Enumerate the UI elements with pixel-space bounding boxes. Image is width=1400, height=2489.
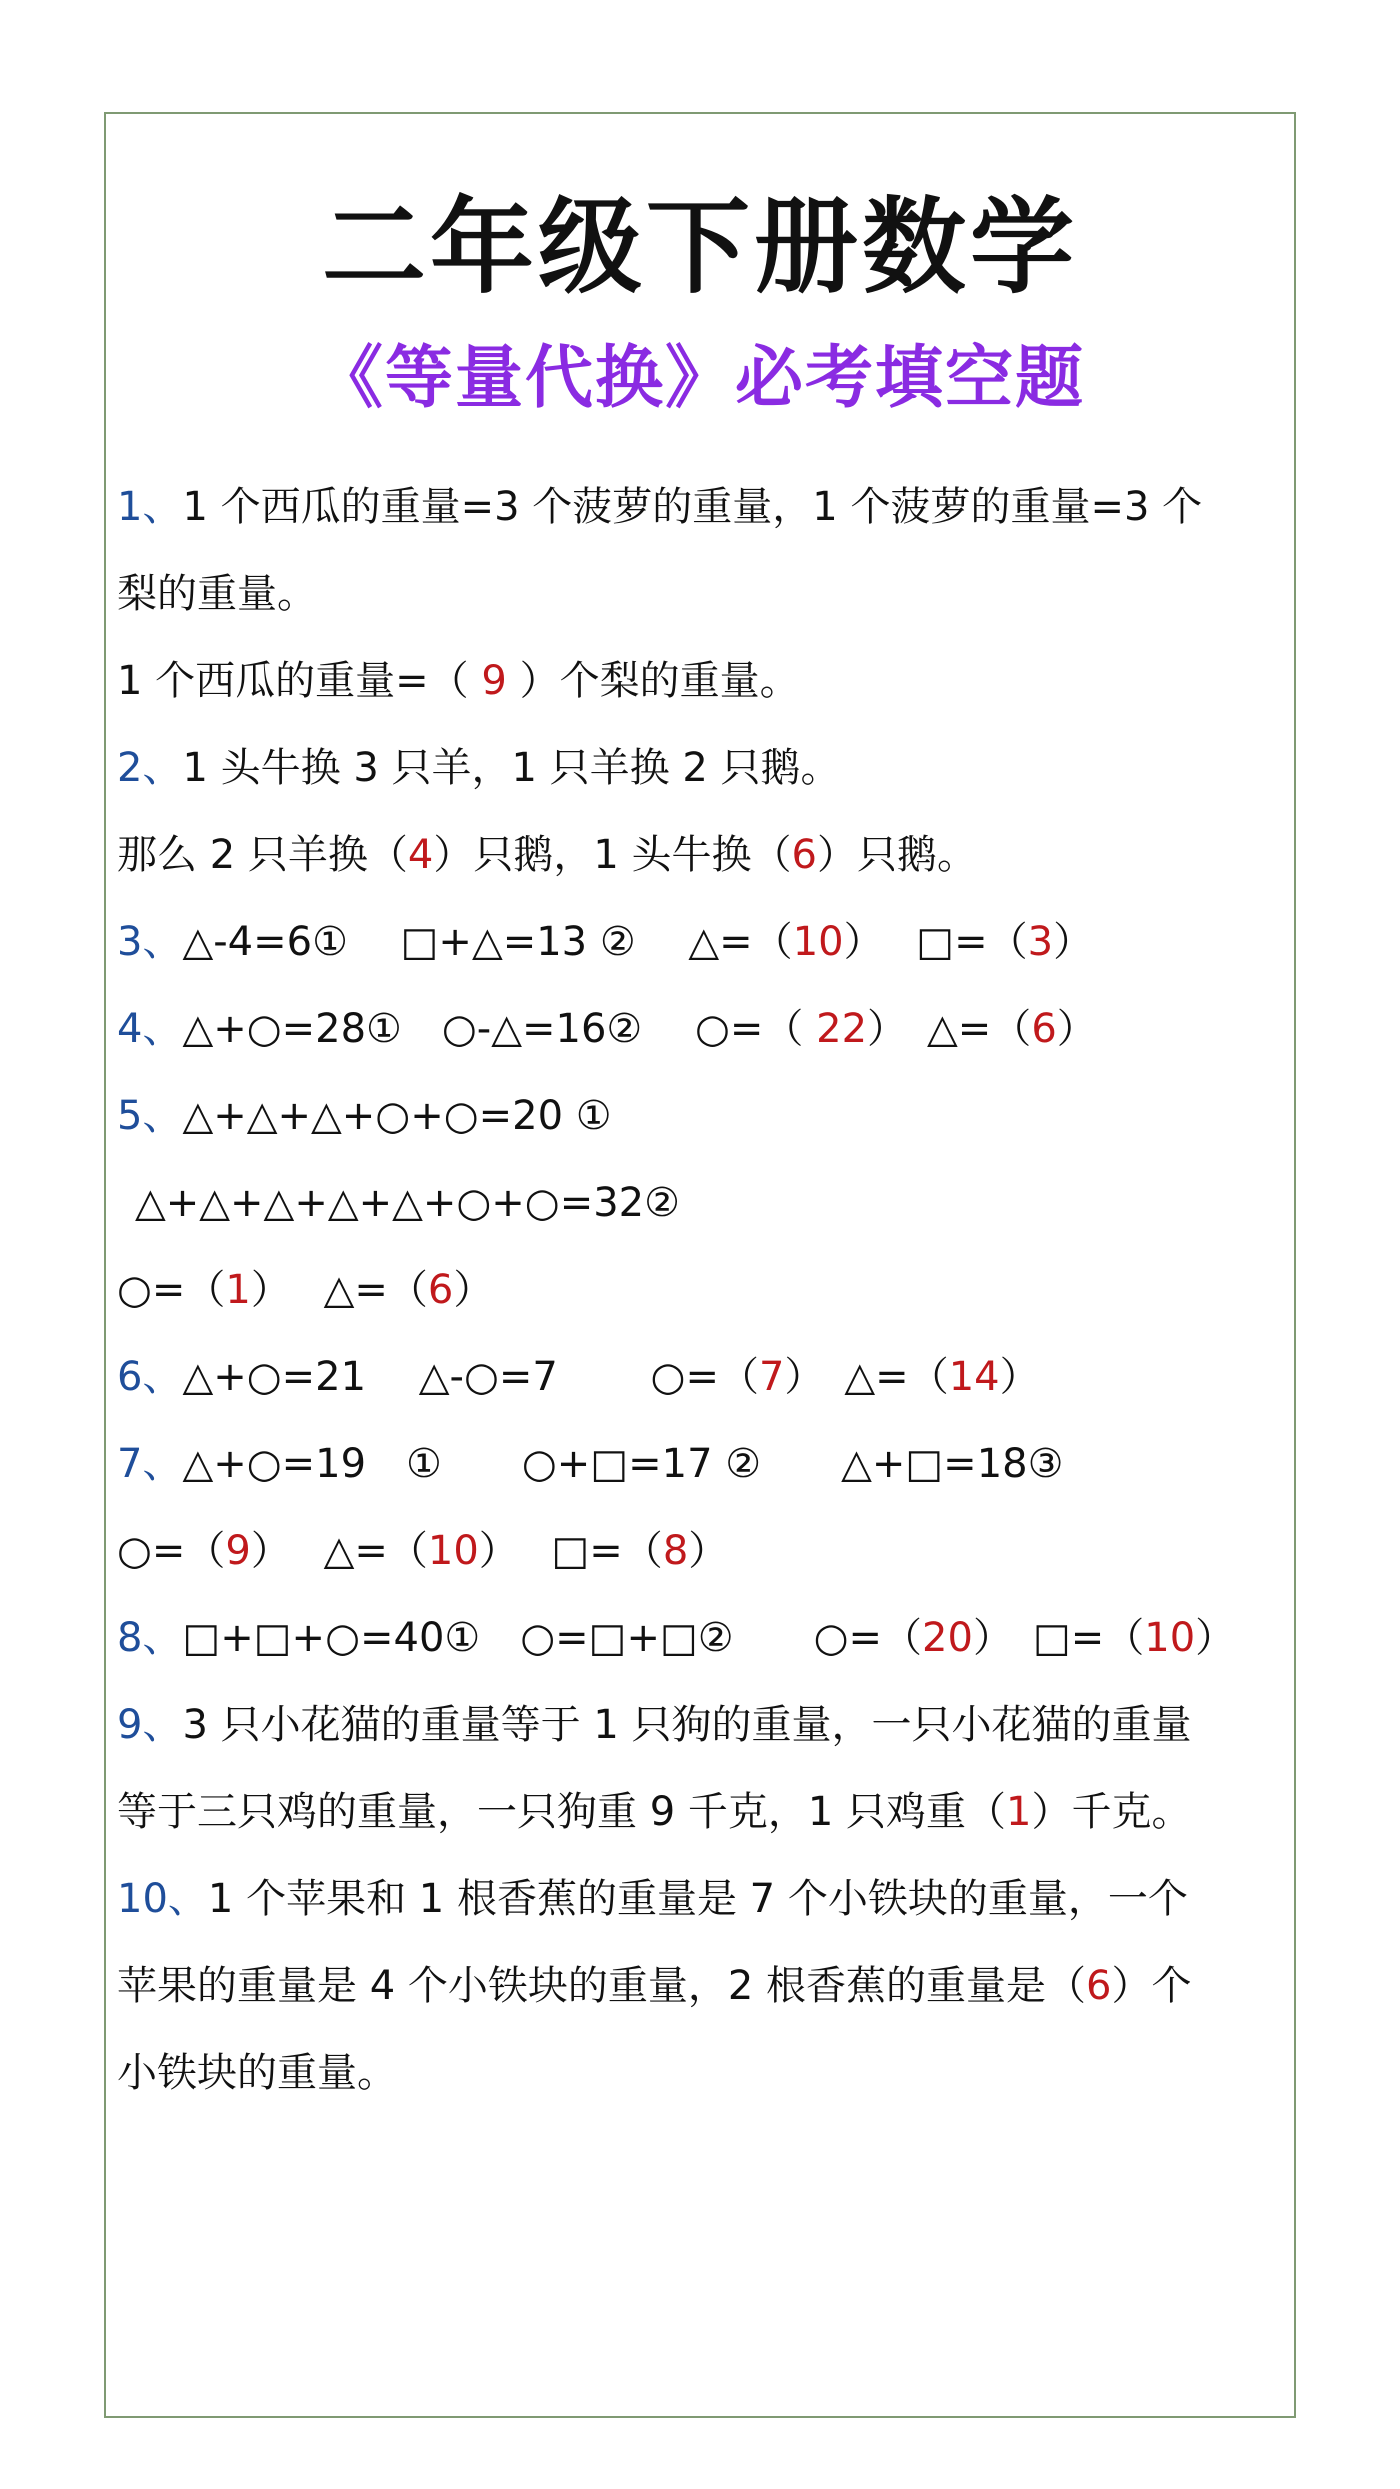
q4-mid: ） △=（ [867, 1006, 1032, 1052]
q2-number: 2、 [117, 745, 183, 791]
worksheet-frame [104, 112, 1296, 2418]
q2-answer-2: 6 [791, 832, 817, 878]
q3-answer-1: 10 [792, 919, 844, 965]
q5-equation-1: △+△+△+○+○=20 ① [182, 1093, 612, 1139]
q5-text-3c: ） [453, 1267, 494, 1313]
q7-text-2d: ） [688, 1528, 729, 1574]
q10-text-2a: 苹果的重量是 4 个小铁块的重量，2 根香蕉的重量是（ [117, 1963, 1087, 2009]
q3-number: 3、 [117, 919, 183, 965]
q8-equation: □+□+○=40① ○=□+□② ○=（ [182, 1615, 923, 1661]
q2-line-2 [117, 812, 1287, 899]
q6-mid: ） △=（ [784, 1354, 949, 1400]
q10-number: 10、 [117, 1876, 208, 1922]
q1-text-3-post: ）个梨的重量。 [506, 658, 800, 704]
q8-end: ） [1195, 1615, 1236, 1661]
q3-mid: ） □=（ [843, 919, 1028, 965]
q3-line [117, 899, 1287, 986]
q5-text-3b: ） △=（ [250, 1267, 428, 1313]
q7-text-2b: ） △=（ [250, 1528, 428, 1574]
q8-answer-2: 10 [1144, 1615, 1196, 1661]
q10-line-3 [117, 2030, 1287, 2117]
q5-equation-2: △+△+△+△+△+○+○=32② [135, 1180, 680, 1226]
q6-number: 6、 [117, 1354, 183, 1400]
q8-line [117, 1595, 1287, 1682]
q9-line-2 [117, 1769, 1287, 1856]
q4-number: 4、 [117, 1006, 183, 1052]
q2-text-2b: ）只鹅，1 头牛换（ [433, 832, 792, 878]
q4-answer-2: 6 [1031, 1006, 1057, 1052]
q4-answer-1: 22 [816, 1006, 868, 1052]
q9-line-1 [117, 1682, 1287, 1769]
q5-line-3 [117, 1247, 1287, 1334]
q7-number: 7、 [117, 1441, 183, 1487]
q9-text-1: 3 只小花猫的重量等于 1 只狗的重量，一只小花猫的重量 [182, 1702, 1192, 1748]
q6-line [117, 1334, 1287, 1421]
q7-equations: △+○=19 ① ○+□=17 ② △+□=18③ [182, 1441, 1064, 1487]
q7-line-1 [117, 1421, 1287, 1508]
q2-text-2a: 那么 2 只羊换（ [117, 832, 408, 878]
q8-number: 8、 [117, 1615, 183, 1661]
q7-answer-2: 10 [427, 1528, 479, 1574]
q7-line-2 [117, 1508, 1287, 1595]
q1-line-1 [117, 464, 1287, 551]
q5-line-2 [117, 1160, 1287, 1247]
q10-text-3: 小铁块的重量。 [117, 2050, 397, 2096]
q1-answer: 9 [481, 658, 507, 704]
q3-answer-2: 3 [1027, 919, 1054, 965]
q10-answer: 6 [1086, 1963, 1112, 2009]
q1-number: 1、 [117, 484, 183, 530]
q5-answer-1: 1 [225, 1267, 251, 1313]
q9-number: 9、 [117, 1702, 183, 1748]
q10-text-2b: ）个 [1111, 1963, 1192, 2009]
questions [117, 464, 1287, 2117]
q3-equation: △-4=6① □+△=13 ② △=（ [182, 919, 793, 965]
q2-line-1 [117, 725, 1287, 812]
q1-text-3-pre: 1 个西瓜的重量=（ [117, 658, 482, 704]
q3-end: ） [1053, 919, 1094, 965]
page-subtitle: 《等量代换》必考填空题 [314, 339, 1085, 418]
q9-answer: 1 [1006, 1789, 1032, 1835]
q8-mid: ） □=（ [972, 1615, 1145, 1661]
q2-text-2c: ）只鹅。 [816, 832, 977, 878]
q5-line-1 [117, 1073, 1287, 1160]
q1-text-1: 1 个西瓜的重量=3 个菠萝的重量，1 个菠萝的重量=3 个 [182, 484, 1203, 530]
q6-end: ） [999, 1354, 1040, 1400]
q4-equation: △+○=28① ○-△=16② ○=（ [182, 1006, 817, 1052]
q9-text-2a: 等于三只鸡的重量，一只狗重 9 千克，1 只鸡重（ [117, 1789, 1007, 1835]
q6-answer-1: 7 [758, 1354, 785, 1400]
q4-end: ） [1056, 1006, 1097, 1052]
q6-answer-2: 14 [948, 1354, 1000, 1400]
q8-answer-1: 20 [922, 1615, 973, 1661]
q5-number: 5、 [117, 1093, 183, 1139]
q7-answer-3: 8 [662, 1528, 689, 1574]
q6-equation: △+○=21 △-○=7 ○=（ [182, 1354, 759, 1400]
q10-text-1: 1 个苹果和 1 根香蕉的重量是 7 个小铁块的重量，一个 [207, 1876, 1188, 1922]
q9-text-2b: ）千克。 [1031, 1789, 1192, 1835]
q7-text-2a: ○=（ [117, 1528, 226, 1574]
q5-text-3a: ○=（ [117, 1267, 226, 1313]
q5-answer-2: 6 [427, 1267, 454, 1313]
q1-text-2: 梨的重量。 [117, 571, 317, 617]
q1-line-3 [117, 638, 1287, 725]
q10-line-1 [117, 1856, 1287, 1943]
q4-line [117, 986, 1287, 1073]
q7-text-2c: ） □=（ [478, 1528, 663, 1574]
page-title: 二年级下册数学 [321, 186, 1078, 308]
q1-line-2 [117, 551, 1287, 638]
q2-text-1: 1 头牛换 3 只羊，1 只羊换 2 只鹅。 [182, 745, 841, 791]
q7-answer-1: 9 [225, 1528, 251, 1574]
q2-answer-1: 4 [407, 832, 434, 878]
q10-line-2 [117, 1943, 1287, 2030]
